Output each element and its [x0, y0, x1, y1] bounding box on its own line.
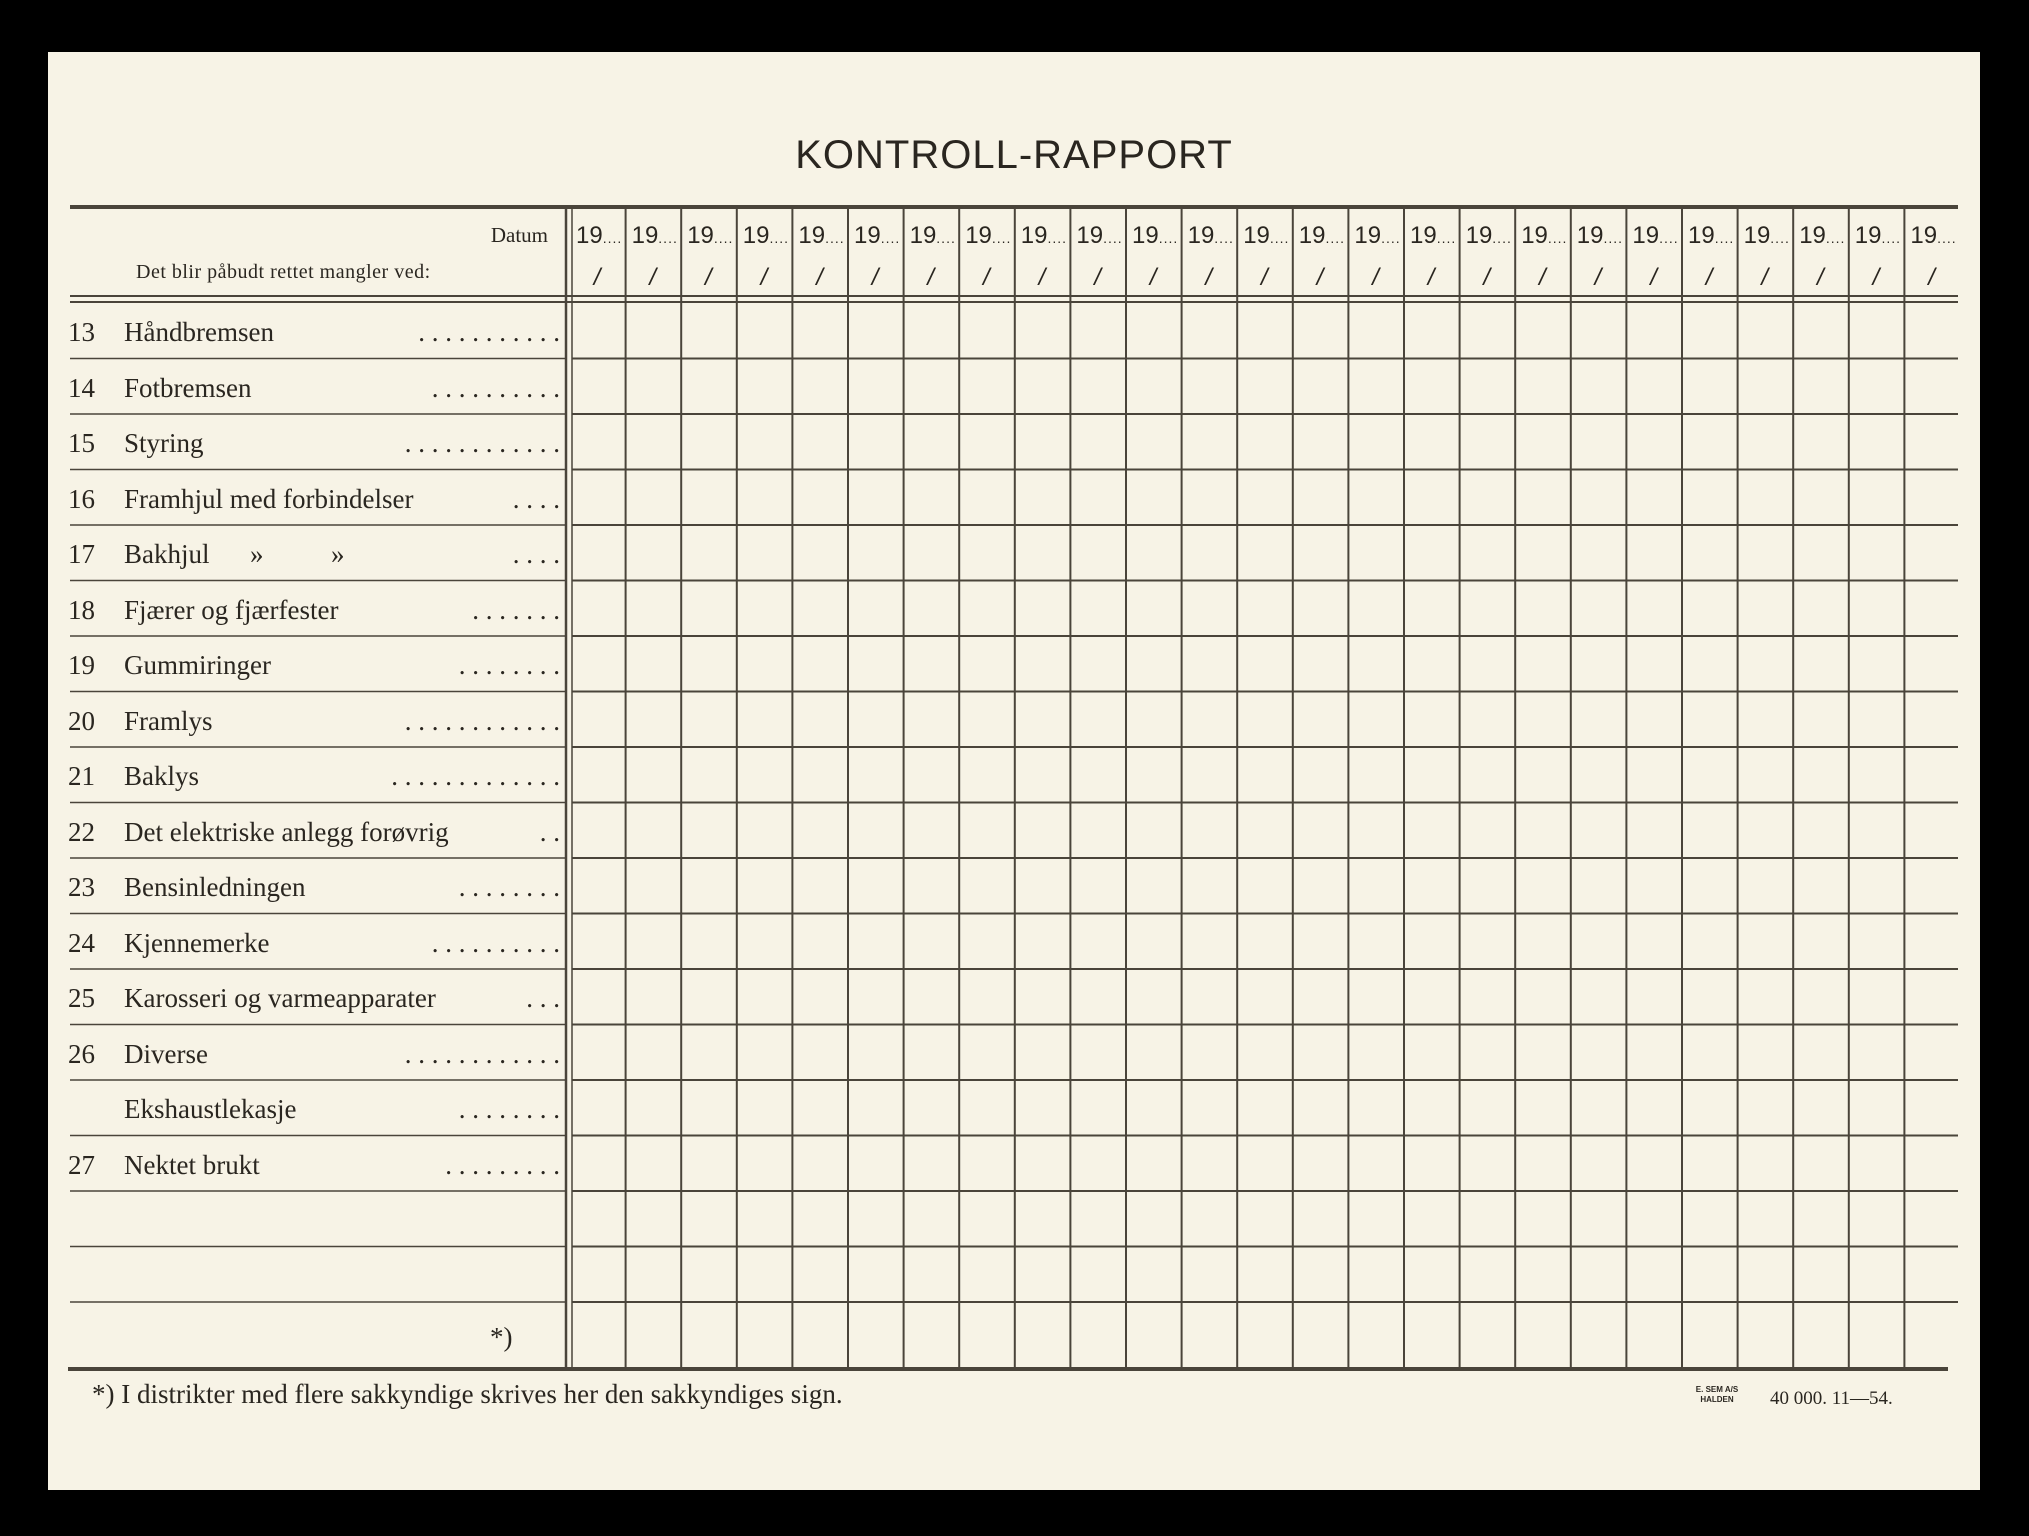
year-prefix: 19 [1688, 222, 1715, 249]
year-fill-dots: .... [1214, 230, 1234, 246]
year-fill-dots: .... [1937, 230, 1957, 246]
row-leader-dots: . . . [526, 983, 560, 1013]
year-fill-dots: .... [1825, 230, 1846, 246]
year-prefix: 19 [1298, 222, 1326, 249]
row-number: 23 [68, 872, 95, 902]
year-prefix: 19 [1076, 222, 1104, 249]
row-leader-dots: . . . . . . . . [458, 1094, 560, 1124]
year-fill-dots: .... [1547, 230, 1568, 246]
row-label: Framhjul med forbindelser [124, 483, 414, 514]
bottom-rule [68, 1367, 1948, 1371]
year-prefix: 19 [1576, 222, 1604, 249]
date-separator: / [593, 264, 601, 291]
year-prefix: 19 [631, 222, 659, 249]
footnote: *) I distrikter med flere sakkyndige skrives her den sakkyndiges sign. [92, 1379, 843, 1409]
year-fill-dots: .... [713, 230, 734, 246]
date-separator: / [1817, 264, 1824, 291]
row-label: Framlys [124, 705, 213, 736]
row-label: Karosseri og varmeapparater [124, 983, 436, 1013]
date-separator: / [1205, 264, 1213, 291]
report-card [48, 52, 1980, 1490]
year-fill-dots: .... [1158, 230, 1179, 246]
year-fill-dots: .... [658, 230, 678, 246]
date-separator: / [1372, 264, 1379, 291]
row-leader-dots: . . . . . . . . . . . . [404, 428, 560, 458]
year-prefix: 19 [742, 222, 770, 249]
date-separator: / [1928, 264, 1935, 291]
row-number: 19 [68, 650, 95, 680]
date-separator: / [705, 264, 712, 291]
year-fill-dots: .... [1770, 230, 1790, 246]
date-separator: / [1650, 264, 1657, 291]
year-prefix: 19 [1632, 222, 1660, 249]
year-prefix: 19 [1354, 222, 1382, 249]
date-separator: / [1483, 264, 1491, 291]
year-fill-dots: .... [769, 230, 790, 246]
date-separator: / [1705, 264, 1713, 291]
row-label: Ekshaustlekasje [124, 1094, 297, 1124]
printer-name [1682, 1385, 1752, 1405]
row-number: 15 [68, 428, 95, 458]
date-separator: / [1261, 264, 1268, 291]
row-leader-dots: . . . . . . . . . . . . [404, 705, 560, 736]
row-leader-dots: . . . . [512, 539, 560, 569]
row-leader-dots: . . . . . . . . [458, 650, 560, 680]
row-number: 26 [68, 1038, 95, 1069]
year-prefix: 19 [1465, 222, 1493, 249]
year-fill-dots: .... [936, 230, 956, 246]
year-prefix: 19 [854, 222, 881, 249]
printer-name-line2: HALDEN [1700, 1395, 1734, 1404]
year-fill-dots: .... [880, 230, 901, 246]
inspection-grid [48, 52, 1980, 1490]
row-label: *) [490, 1322, 513, 1352]
row-leader-dots: . . . . . . . . . . . . . [391, 761, 560, 791]
year-fill-dots: .... [1881, 230, 1902, 246]
year-prefix: 19 [798, 222, 826, 249]
row-number: 22 [68, 816, 95, 847]
row-number: 17 [68, 539, 95, 569]
row-leader-dots: . . . . . . . . . . . [418, 317, 560, 347]
row-number: 27 [68, 1149, 95, 1180]
year-fill-dots: .... [1436, 230, 1457, 246]
row-label: Bensinledningen [124, 872, 306, 902]
row-label: Fotbremsen [124, 372, 252, 403]
row-leader-dots: . . . . . . . [472, 594, 560, 625]
row-number: 20 [68, 705, 95, 736]
year-fill-dots: .... [1492, 230, 1512, 246]
date-separator: / [649, 264, 657, 291]
year-prefix: 19 [1521, 222, 1548, 249]
printer-name-line1: E. SEM A/S [1695, 1385, 1739, 1394]
year-prefix: 19 [909, 222, 937, 249]
row-leader-dots: . . . . . . . . [458, 872, 560, 902]
row-leader-dots: . . [539, 816, 560, 847]
date-separator: / [1594, 264, 1602, 291]
date-separator: / [1038, 264, 1046, 291]
date-separator: / [1149, 264, 1157, 291]
year-prefix: 19 [1854, 222, 1882, 249]
row-label: Diverse [124, 1038, 208, 1069]
row-label: Kjennemerke [124, 927, 270, 958]
row-number: 13 [68, 317, 95, 347]
row-leader-dots: . . . . . . . . . . [431, 927, 560, 958]
row-leader-dots: . . . . . . . . . [445, 1149, 560, 1180]
year-fill-dots: .... [1103, 230, 1123, 246]
year-prefix: 19 [687, 222, 714, 249]
year-fill-dots: .... [602, 230, 623, 246]
date-separator: / [1427, 264, 1435, 291]
year-prefix: 19 [1243, 222, 1270, 249]
year-prefix: 19 [1410, 222, 1437, 249]
row-label: Fjærer og fjærfester [124, 594, 339, 625]
row-label: Gummiringer [124, 650, 271, 680]
printer-info: 40 000. 11—54. [1770, 1388, 1893, 1409]
year-prefix: 19 [1187, 222, 1215, 249]
date-separator: / [1094, 264, 1101, 291]
row-leader-dots: . . . . [512, 483, 560, 514]
row-label: Bakhjul » » [124, 539, 345, 569]
year-fill-dots: .... [1047, 230, 1068, 246]
year-fill-dots: .... [825, 230, 845, 246]
datum-label: Datum [490, 223, 548, 247]
year-fill-dots: .... [1714, 230, 1735, 246]
date-separator: / [983, 264, 990, 291]
row-leader-dots: . . . . . . . . . . . . [404, 1038, 560, 1069]
row-number: 18 [68, 594, 95, 625]
year-prefix: 19 [576, 222, 603, 249]
year-fill-dots: .... [1269, 230, 1290, 246]
row-label: Det elektriske anlegg forøvrig [124, 816, 449, 847]
year-prefix: 19 [1743, 222, 1771, 249]
year-prefix: 19 [965, 222, 992, 249]
year-prefix: 19 [1132, 222, 1159, 249]
row-label: Styring [124, 428, 204, 458]
row-number: 16 [68, 483, 95, 514]
date-separator: / [816, 264, 823, 291]
year-prefix: 19 [1020, 222, 1048, 249]
row-label: Håndbremsen [124, 317, 274, 347]
date-separator: / [1316, 264, 1324, 291]
year-fill-dots: .... [1659, 230, 1679, 246]
date-separator: / [1872, 264, 1880, 291]
year-fill-dots: .... [1603, 230, 1624, 246]
date-separator: / [760, 264, 768, 291]
year-fill-dots: .... [1381, 230, 1401, 246]
row-number: 25 [68, 983, 95, 1013]
date-separator: / [1761, 264, 1769, 291]
row-number: 24 [68, 927, 95, 958]
date-separator: / [871, 264, 879, 291]
page-title: KONTROLL-RAPPORT [795, 133, 1233, 177]
year-fill-dots: .... [991, 230, 1012, 246]
year-prefix: 19 [1910, 222, 1938, 249]
date-separator: / [927, 264, 935, 291]
date-separator: / [1539, 264, 1546, 291]
year-fill-dots: .... [1325, 230, 1346, 246]
row-leader-dots: . . . . . . . . . . [431, 372, 560, 403]
instruction-label: Det blir påbudt rettet mangler ved: [136, 261, 431, 283]
row-number: 21 [68, 761, 95, 791]
row-number: 14 [68, 372, 95, 403]
row-label: Nektet brukt [124, 1149, 260, 1180]
year-prefix: 19 [1799, 222, 1826, 249]
row-label: Baklys [124, 761, 200, 791]
